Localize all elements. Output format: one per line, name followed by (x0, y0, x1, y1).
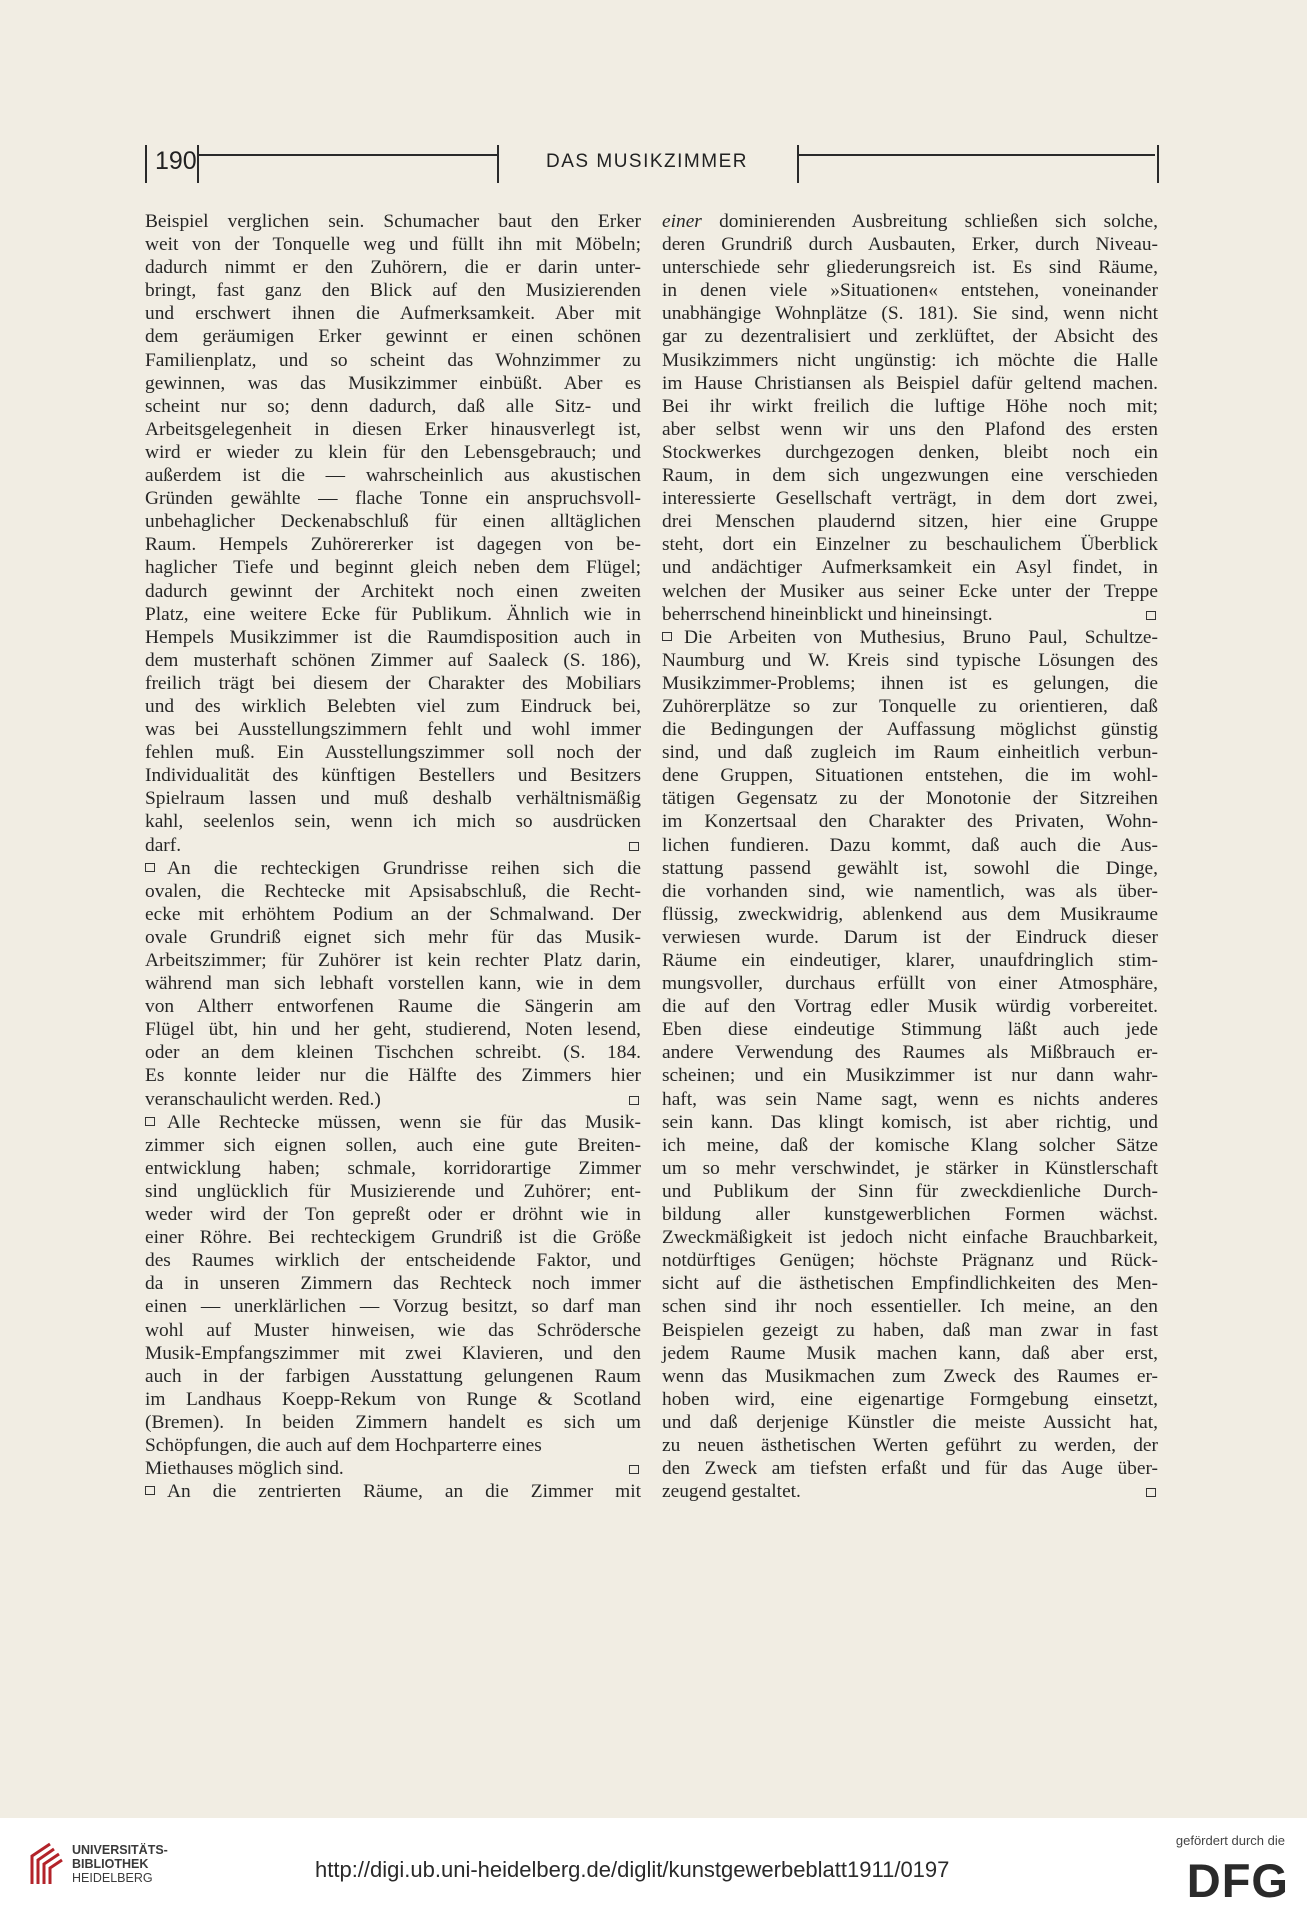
dfg-logo: DFG (1186, 1854, 1289, 1907)
line-text: Die Arbeiten von Muthesius, Bruno Paul, Schultze- (684, 626, 1158, 648)
text-line (145, 1295, 641, 1318)
line-text: Stockwerkes durchgezogen denken, bleibt noch ein (662, 441, 1158, 463)
line-text: Es konnte leider nur die Hälfte des Zimmers hier (145, 1065, 641, 1087)
line-text: und des wirklich Belebten viel zum Eindruck bei, (145, 695, 641, 717)
text-line (662, 834, 1158, 857)
line-text: flüssig, zweckwidrig, ablenkend aus dem Musikraume (662, 903, 1158, 925)
text-line (662, 1480, 1158, 1503)
text-line (145, 1272, 641, 1295)
line-text: im Hause Christiansen als Beispiel dafür geltend machen. (662, 372, 1158, 394)
line-text: freilich trägt bei diesem der Charakter des Mobiliars (145, 672, 641, 694)
text-line (662, 926, 1158, 949)
text-line (662, 464, 1158, 487)
text-line (662, 949, 1158, 972)
text-line (145, 464, 641, 487)
line-text: außerdem ist die — wahrscheinlich aus akustischen (145, 465, 641, 487)
text-line (145, 1457, 641, 1480)
text-line (662, 279, 1158, 302)
line-text: ovalen, die Rechtecke mit Apsisabschluß, die Recht- (145, 880, 641, 902)
line-text: Alle Rechtecke müssen, wenn sie für das Musik- (167, 1111, 641, 1133)
line-text: entwicklung haben; schmale, korridorartige Zimmer (145, 1157, 641, 1179)
line-text: und erschwert ihnen die Aufmerksamkeit. Aber mit (145, 303, 641, 325)
line-text: auch in der farbigen Ausstattung gelungenen Raum (145, 1365, 641, 1387)
line-text: unterschiede sehr gliederungsreich ist. Es sind Räume, (662, 257, 1158, 279)
text-line (145, 810, 641, 833)
text-line (145, 926, 641, 949)
line-text: scheint nur so; denn dadurch, daß alle Sitz- und (145, 395, 641, 417)
text-line (662, 1157, 1158, 1180)
line-text: notdürftiges Genügen; höchste Prägnanz und Rück- (662, 1250, 1158, 1272)
header-separator (797, 145, 799, 183)
text-column-left (145, 210, 641, 1503)
line-text: einer Röhre. Bei rechteckigem Grundriß ist die Größe (145, 1227, 641, 1249)
text-line (145, 1041, 641, 1064)
paragraph-end-icon (629, 1096, 639, 1105)
line-text: sicht auf die ästhetischen Empfindlichkeiten des Men- (662, 1273, 1158, 1295)
text-line (662, 626, 1158, 649)
text-line (145, 1180, 641, 1203)
line-text: deren Grundriß durch Ausbauten, Erker, durch Niveau- (662, 234, 1158, 256)
running-header (145, 145, 1159, 183)
text-line (145, 1480, 641, 1503)
text-line (145, 1018, 641, 1041)
text-line (662, 741, 1158, 764)
text-line (145, 672, 641, 695)
paragraph-end-icon (1146, 611, 1156, 620)
line-text: An die rechteckigen Grundrisse reihen sich die (167, 857, 641, 879)
funding-note: gefördert durch die (1175, 1833, 1285, 1848)
text-line (145, 1388, 641, 1411)
paragraph-marker-icon (145, 863, 155, 872)
text-line (145, 1342, 641, 1365)
text-line (662, 1295, 1158, 1318)
text-line (662, 764, 1158, 787)
text-line (662, 510, 1158, 533)
text-line (662, 533, 1158, 556)
text-line (662, 880, 1158, 903)
line-text: haglicher Tiefe und beginnt gleich neben dem Flügel; (145, 557, 641, 579)
text-line (145, 1203, 641, 1226)
text-line (662, 210, 1158, 233)
line-text: Platz, eine weitere Ecke für Publikum. Ähnlich wie in (145, 603, 641, 625)
line-text: aber selbst wenn wir uns den Plafond des ersten (662, 418, 1158, 440)
paragraph-marker-icon (145, 1486, 155, 1495)
line-text: haft, was sein Name sagt, wenn es nichts anderes (662, 1088, 1158, 1110)
text-line (662, 1018, 1158, 1041)
line-text: scheinen; und ein Musikzimmer ist nur dann wahr- (662, 1065, 1158, 1087)
library-logo-icon (28, 1840, 66, 1888)
line-text: Familienplatz, und so scheint das Wohnzimmer zu (145, 349, 641, 371)
text-line (662, 233, 1158, 256)
line-text: Raum. Hempels Zuhörererker ist dagegen von be- (145, 534, 641, 556)
line-text: Individualität des künftigen Bestellers und Besitzers (145, 765, 641, 787)
text-line (662, 418, 1158, 441)
text-line (145, 995, 641, 1018)
line-text: Musikzimmer-Problems; ihnen ist es gelungen, die (662, 672, 1158, 694)
text-line (145, 857, 641, 880)
line-text: bildung aller kunstgewerblichen Formen wächst. (662, 1204, 1158, 1226)
line-text: kahl, seelenlos sein, wenn ich mich so ausdrücken (145, 811, 641, 833)
line-text: und daß derjenige Künstler die meiste Aussicht hat, (662, 1411, 1158, 1433)
text-line (145, 1319, 641, 1342)
text-line (145, 580, 641, 603)
line-text: Zweckmäßigkeit ist jedoch nicht einfache Brauchbarkeit, (662, 1227, 1158, 1249)
line-text: Schöpfungen, die auch auf dem Hochparterre eines (145, 1434, 542, 1456)
text-line (145, 372, 641, 395)
header-rule-left (199, 154, 497, 156)
line-text: zimmer sich eignen sollen, auch eine gute Breiten- (145, 1134, 641, 1156)
text-line (662, 487, 1158, 510)
line-text: und andächtiger Aufmerksamkeit ein Asyl findet, in (662, 557, 1158, 579)
text-line (662, 1203, 1158, 1226)
text-line (145, 787, 641, 810)
text-line (145, 487, 641, 510)
line-text: veranschaulicht werden. Red.) (145, 1088, 381, 1110)
line-text: An die zentrierten Räume, an die Zimmer mit (167, 1481, 641, 1503)
line-text: im Konzertsaal den Charakter des Privaten, Wohn- (662, 811, 1158, 833)
line-text: dadurch nimmt er den Zuhörern, die er darin unter- (145, 257, 641, 279)
line-text: da in unseren Zimmern das Rechteck noch immer (145, 1273, 641, 1295)
paragraph-end-icon (629, 1465, 639, 1474)
line-text: unabhängige Wohnplätze (S. 181). Sie sind, wenn nicht (662, 303, 1158, 325)
line-text: beherrschend hineinblickt und hineinsingt. (662, 603, 993, 625)
text-line (662, 1088, 1158, 1111)
line-text: dominierenden Ausbreitung schließen sich solche, (719, 211, 1158, 232)
text-line (145, 510, 641, 533)
text-line (145, 903, 641, 926)
line-text: Arbeitszimmer; für Zuhörer ist kein rechter Platz darin, (145, 950, 641, 971)
text-line (662, 857, 1158, 880)
text-line (662, 1411, 1158, 1434)
text-line (145, 880, 641, 903)
line-text: dem geräumigen Erker gewinnt er einen schönen (145, 326, 641, 348)
line-text: Arbeitsgelegenheit in diesen Erker hinausverlegt ist, (145, 418, 641, 440)
text-line (662, 603, 1158, 626)
line-text: gewinnen, was das Musikzimmer einbüßt. Aber es (145, 372, 641, 394)
text-line (145, 302, 641, 325)
text-line (662, 810, 1158, 833)
line-text: lichen fundieren. Dazu kommt, daß auch die Aus- (662, 834, 1158, 856)
text-line (145, 325, 641, 348)
line-text: oder an dem kleinen Tischchen schreibt. (S. 184. (145, 1042, 641, 1064)
digitization-footer (0, 1818, 1307, 1915)
text-line (145, 233, 641, 256)
line-text: steht, dort ein Einzelner zu beschaulichem Überblick (662, 534, 1158, 556)
text-line (145, 256, 641, 279)
line-text: Zuhörerplätze so zur Tonquelle zu orientieren, daß (662, 695, 1158, 717)
text-line (145, 695, 641, 718)
line-text: drei Menschen plaudernd sitzen, hier eine Gruppe (662, 511, 1158, 533)
text-line (145, 741, 641, 764)
library-line: HEIDELBERG (72, 1871, 153, 1885)
text-line (145, 1249, 641, 1272)
text-line (662, 1388, 1158, 1411)
text-line (662, 718, 1158, 741)
line-text: zu neuen ästhetischen Werten geführt zu werden, der (662, 1434, 1158, 1456)
text-line (145, 603, 641, 626)
text-line (145, 395, 641, 418)
text-line (662, 349, 1158, 372)
line-text: von Altherr entworfenen Raume die Sängerin am (145, 996, 641, 1018)
text-line (662, 556, 1158, 579)
line-text: was bei Ausstellungszimmern fehlt und wohl immer (145, 719, 641, 741)
line-text: Raum, in dem sich ungezwungen eine verschieden (662, 465, 1158, 487)
running-title: DAS MUSIKZIMMER (546, 151, 748, 172)
text-line (662, 649, 1158, 672)
text-line (662, 1226, 1158, 1249)
line-text: schen sind ihr noch essentieller. Ich meine, an den (662, 1296, 1158, 1318)
text-line (145, 441, 641, 464)
text-line (145, 1411, 641, 1434)
line-text: während man sich lebhaft vorstellen kann, wie in dem (145, 973, 641, 995)
line-text: Miethauses möglich sind. (145, 1458, 344, 1480)
text-line (662, 1365, 1158, 1388)
text-line (145, 972, 641, 995)
line-text: Beispielen gezeigt zu haben, daß man zwar in fast (662, 1319, 1158, 1341)
text-line (145, 649, 641, 672)
line-text: die vorhanden sind, wie namentlich, was als über- (662, 880, 1158, 902)
text-line (662, 1134, 1158, 1157)
emphasis-word: einer (662, 211, 702, 232)
library-line: UNIVERSITÄTS- (72, 1843, 168, 1857)
line-text: den Zweck am tiefsten erfaßt und für das Auge über- (662, 1458, 1158, 1480)
paragraph-end-icon (629, 842, 639, 851)
text-line (662, 1319, 1158, 1342)
line-text: Flügel übt, hin und her geht, studierend, Noten lesend, (145, 1019, 641, 1041)
text-line (662, 1064, 1158, 1087)
text-line (662, 580, 1158, 603)
text-line (662, 672, 1158, 695)
text-line (662, 972, 1158, 995)
text-line (662, 1180, 1158, 1203)
text-line (145, 418, 641, 441)
line-text: fehlen muß. Ein Ausstellungszimmer soll noch der (145, 742, 641, 764)
text-line (145, 556, 641, 579)
text-line (145, 349, 641, 372)
text-line (145, 1088, 641, 1111)
line-text: verwiesen wurde. Darum ist der Eindruck dieser (662, 926, 1158, 948)
line-text: Bei ihr wirkt freilich die luftige Höhe noch mit; (662, 395, 1158, 417)
line-text: ovale Grundriß eignet sich mehr für das Musik- (145, 926, 641, 948)
line-text: bringt, fast ganz den Blick auf den Musizierenden (145, 280, 641, 302)
line-text: dem musterhaft schönen Zimmer auf Saaleck (S. 186), (145, 649, 641, 671)
line-text: jedem Raume Musik machen kann, daß aber erst, (662, 1342, 1158, 1364)
paragraph-end-icon (1146, 1488, 1156, 1497)
text-line (662, 395, 1158, 418)
line-text: mungsvoller, durchaus erfüllt von einer Atmosphäre, (662, 973, 1158, 995)
line-text: wird er wieder zu klein für den Lebensgebrauch; und (145, 441, 641, 463)
line-text: Naumburg und W. Kreis sind typische Lösungen des (662, 649, 1158, 671)
text-line (145, 1111, 641, 1134)
line-text: Gründen gewählte — flache Tonne ein anspruchsvoll- (145, 488, 641, 510)
line-text: um so mehr verschwindet, je stärker in Künstlerschaft (662, 1157, 1158, 1179)
line-text: andere Verwendung des Raumes als Mißbrauch er- (662, 1042, 1158, 1064)
line-text: sind, und daß zugleich im Raum einheitlich verbun- (662, 742, 1158, 764)
text-line (662, 1041, 1158, 1064)
line-text: dadurch gewinnt der Architekt noch einen zweiten (145, 580, 641, 602)
paragraph-marker-icon (145, 1117, 155, 1126)
line-text: sind unglücklich für Musizierende und Zuhörer; ent- (145, 1180, 641, 1202)
library-line: BIBLIOTHEK (72, 1857, 149, 1871)
line-text: dene Gruppen, Situationen entstehen, die im wohl- (662, 765, 1158, 787)
text-line (145, 1064, 641, 1087)
line-text: sein kann. Das klingt komisch, ist aber richtig, und (662, 1111, 1158, 1133)
line-text: weit von der Tonquelle weg und füllt ihn mit Möbeln; (145, 234, 641, 256)
line-text: wenn das Musikmachen zum Zweck des Raumes er- (662, 1365, 1158, 1387)
line-text: ecke mit erhöhtem Podium an der Schmalwand. Der (145, 903, 641, 925)
line-text: wohl auf Muster hinweisen, wie das Schrödersche (145, 1319, 641, 1341)
line-text: gar zu dezentralisiert und zerklüftet, der Absicht des (662, 326, 1158, 348)
line-text: im Landhaus Koepp-Rekum von Runge & Scotland (145, 1388, 641, 1410)
text-line (662, 695, 1158, 718)
text-line (145, 1226, 641, 1249)
library-name (72, 1843, 168, 1885)
line-text: hoben wird, eine eigenartige Formgebung einsetzt, (662, 1388, 1158, 1410)
text-line (662, 1457, 1158, 1480)
text-line (145, 626, 641, 649)
text-line (145, 1157, 641, 1180)
text-line (662, 256, 1158, 279)
text-line (662, 1272, 1158, 1295)
text-line (145, 764, 641, 787)
line-text: stattung passend gewählt ist, sowohl die Dinge, (662, 857, 1158, 879)
text-line (662, 1434, 1158, 1457)
text-column-right (662, 210, 1158, 1503)
line-text: in denen viele »Situationen« entstehen, voneinander (662, 280, 1158, 302)
text-line (145, 1365, 641, 1388)
text-line (145, 1434, 641, 1457)
paragraph-marker-icon (662, 632, 672, 641)
text-line (662, 441, 1158, 464)
text-line (145, 834, 641, 857)
line-text: unbehaglicher Deckenabschluß für einen alltäglichen (145, 511, 641, 533)
line-text: Musik-Empfangszimmer mit zwei Klavieren, und den (145, 1342, 641, 1364)
text-line (662, 325, 1158, 348)
line-text: (Bremen). In beiden Zimmern handelt es sich um (145, 1411, 641, 1433)
text-line (662, 1249, 1158, 1272)
text-line (145, 1134, 641, 1157)
line-text: die Bedingungen der Auffassung möglichst günstig (662, 719, 1158, 741)
line-text: welchen der Musiker aus seiner Ecke unter der Treppe (662, 580, 1158, 602)
line-text: einen — unerklärlichen — Vorzug besitzt, so darf man (145, 1296, 641, 1318)
text-line (145, 949, 641, 972)
text-line (145, 718, 641, 741)
line-text: Musikzimmers nicht ungünstig: ich möchte die Halle (662, 349, 1158, 371)
text-line (662, 995, 1158, 1018)
text-line (662, 1342, 1158, 1365)
text-line (145, 533, 641, 556)
header-separator (197, 145, 199, 183)
text-line (145, 279, 641, 302)
line-text: und Publikum der Sinn für zweckdienliche Durch- (662, 1180, 1158, 1202)
text-line (662, 787, 1158, 810)
line-text: interessierte Gesellschaft verträgt, in dem dort zwei, (662, 488, 1158, 510)
line-text: Eben diese eindeutige Stimmung läßt auch jede (662, 1019, 1158, 1041)
text-line (662, 302, 1158, 325)
header-rule-right (799, 154, 1155, 156)
source-url-link[interactable]: http://digi.ub.uni-heidelberg.de/diglit/kunstgewerbeblatt1911/0197 (315, 1857, 950, 1882)
line-text: tätigen Gegensatz zu der Monotonie der Sitzreihen (662, 788, 1158, 810)
line-text: Räume ein eindeutiger, klarer, unaufdringlich stim- (662, 950, 1158, 971)
page-number: 190 (155, 147, 197, 175)
text-line (662, 1111, 1158, 1134)
line-text: darf. (145, 834, 182, 856)
text-line (145, 210, 641, 233)
line-text: Beispiel verglichen sein. Schumacher baut den Erker (145, 211, 641, 232)
line-text: ich meine, daß der komische Klang solcher Sätze (662, 1134, 1158, 1156)
line-text: Hempels Musikzimmer ist die Raumdisposition auch in (145, 626, 641, 648)
line-text: weder wird der Ton gepreßt oder er dröhnt wie in (145, 1204, 641, 1226)
line-text: die auf den Vortrag edler Musik würdig vorbereitet. (662, 996, 1158, 1018)
line-text: zeugend gestaltet. (662, 1481, 801, 1503)
text-line (662, 903, 1158, 926)
text-line (662, 372, 1158, 395)
line-text: des Raumes wirklich der entscheidende Faktor, und (145, 1250, 641, 1272)
line-text: Spielraum lassen und muß deshalb verhältnismäßig (145, 788, 641, 810)
